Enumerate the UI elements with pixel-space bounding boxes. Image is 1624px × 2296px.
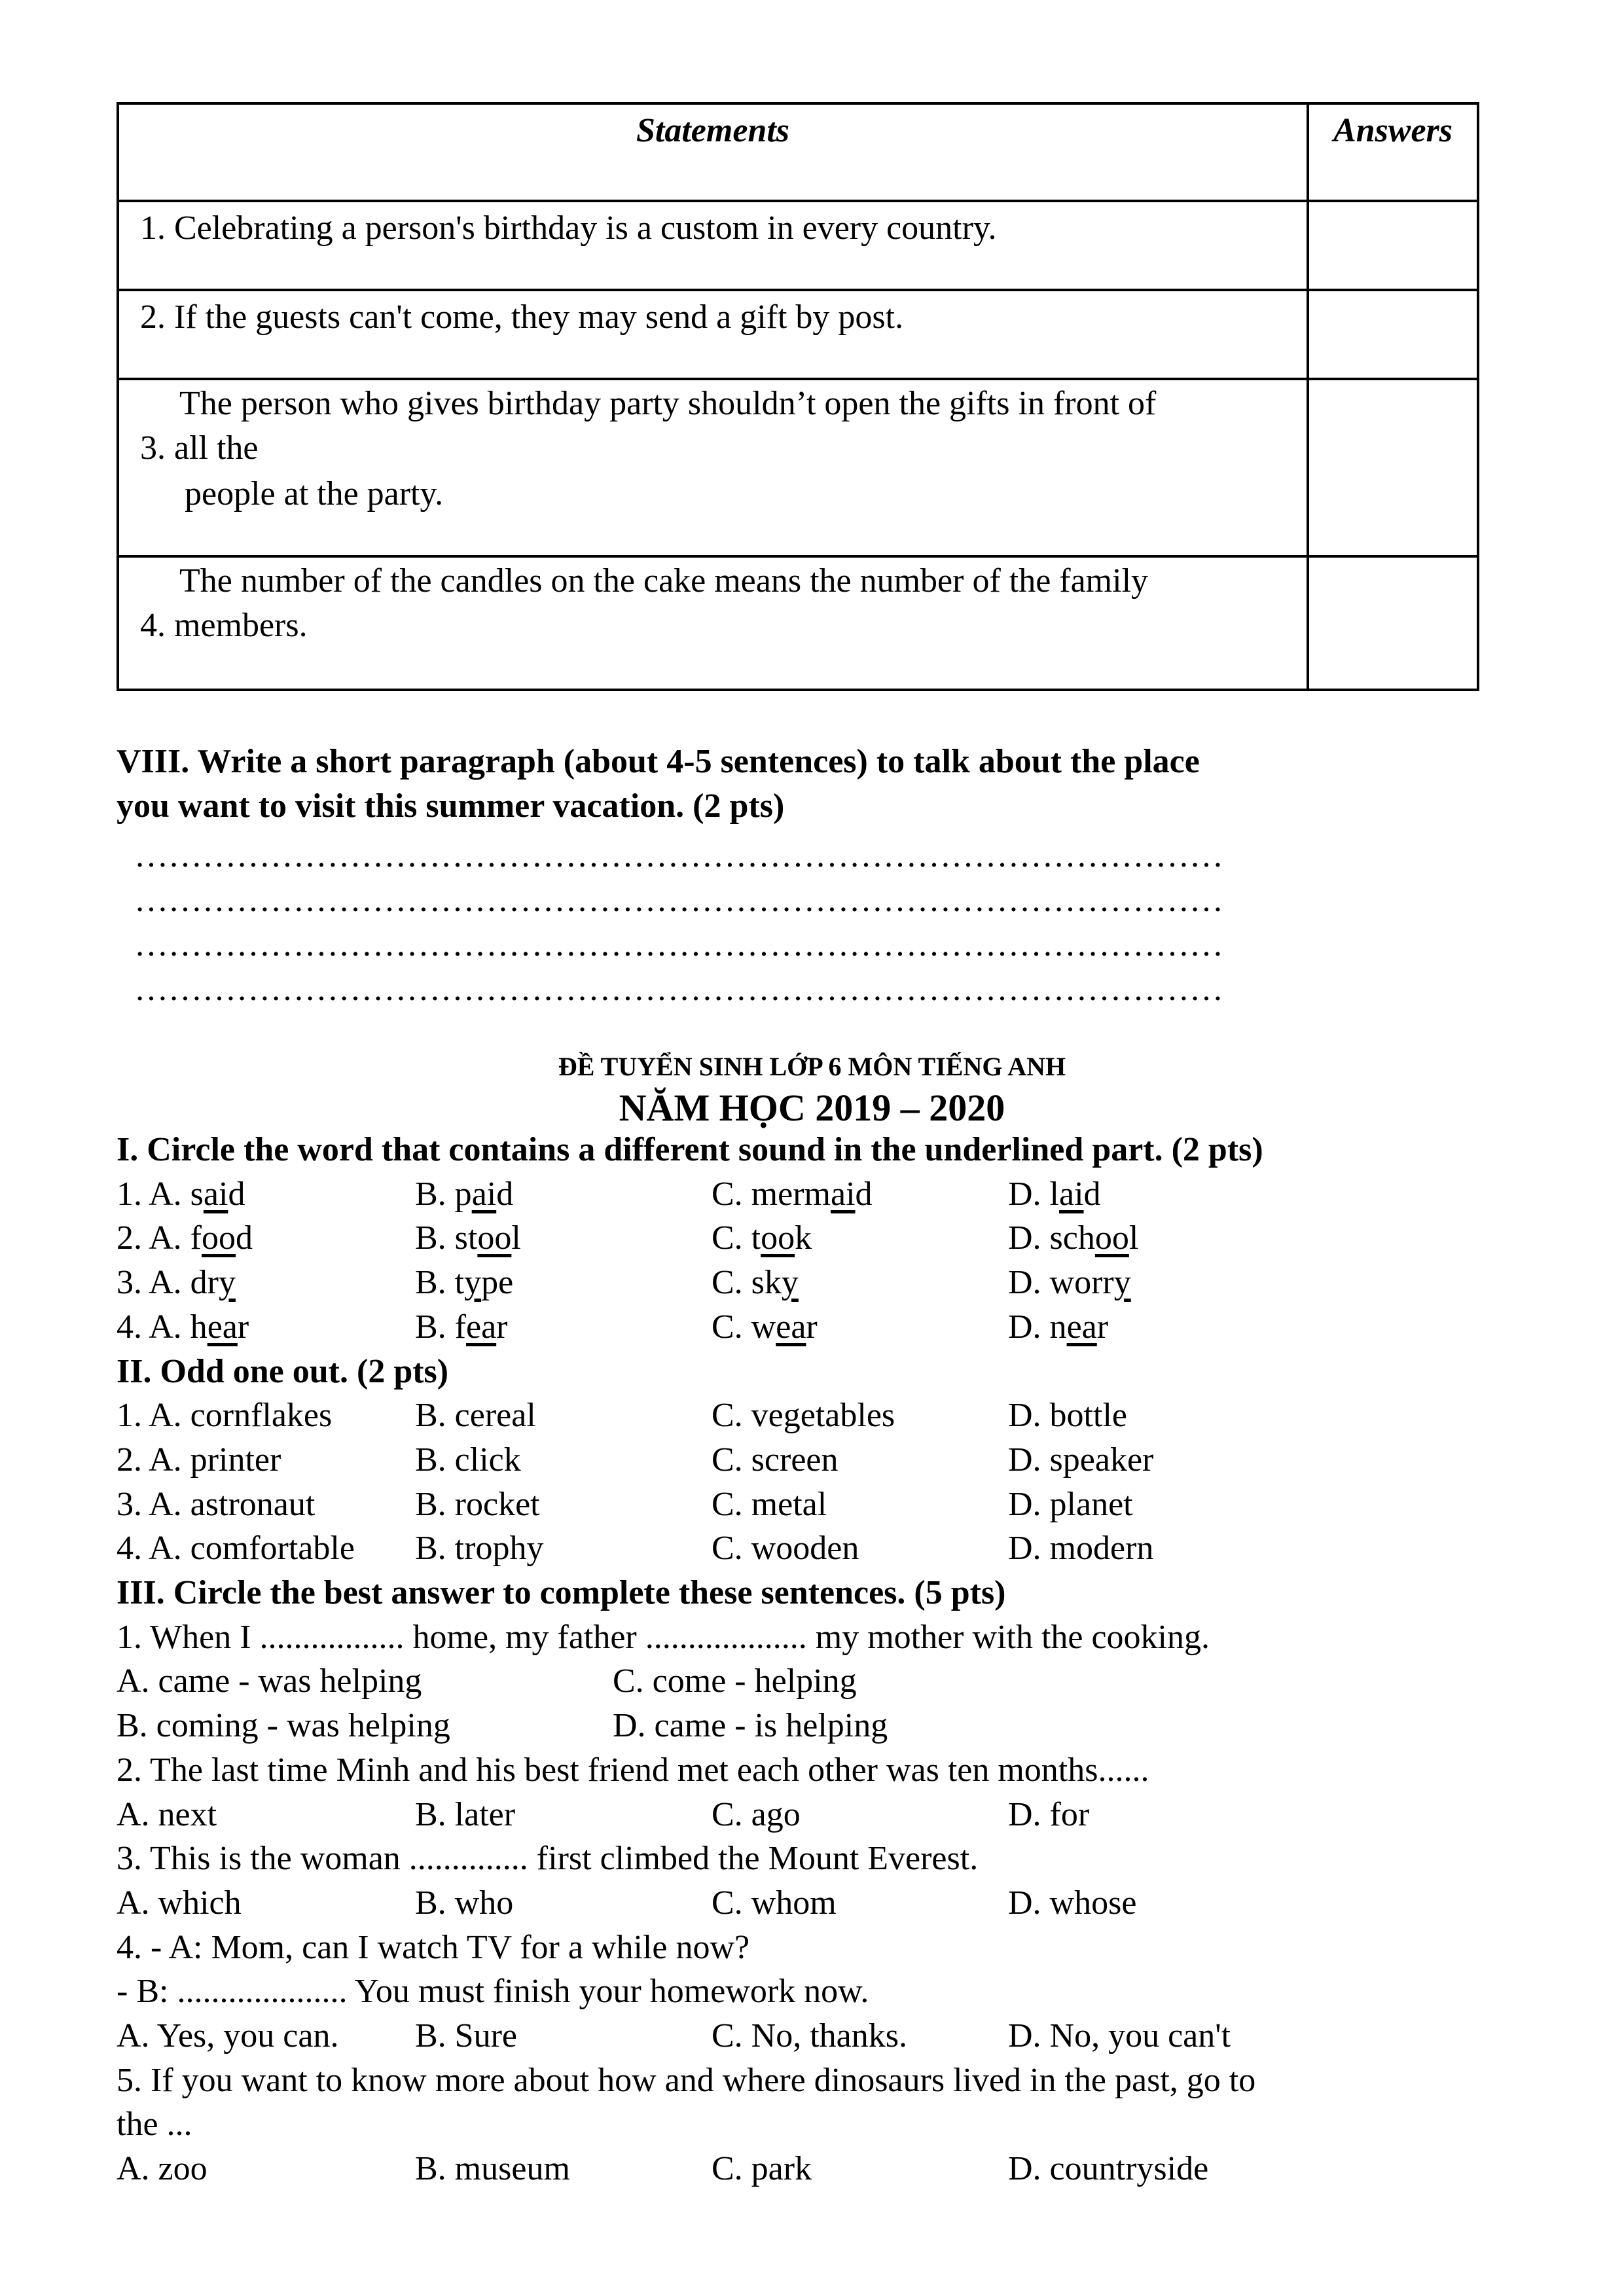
underlined-part: oo [761, 1219, 795, 1257]
option-text: A. came - was helping [117, 1662, 422, 1700]
option-text: k [795, 1219, 812, 1257]
option-text: B. cereal [415, 1397, 536, 1435]
option-text: D. countryside [1008, 2150, 1209, 2188]
question-text: 3. This is the woman .............. first climbed the Mount Everest. [117, 1840, 979, 1878]
answer-line-4[interactable]: …………………………………………………………………………………… [134, 971, 1223, 1008]
option-text: d [1083, 1175, 1101, 1213]
answer-option[interactable] [1008, 2152, 1208, 2186]
question-text: 4. - A: Mom, can I watch TV for a while now? [117, 1928, 750, 1966]
option-text: 3. A. astronaut [117, 1485, 316, 1523]
answer-option[interactable] [712, 1443, 838, 1477]
option-text: A. next [117, 1795, 217, 1833]
answer-option[interactable] [712, 1485, 827, 1523]
answer-line-2[interactable]: …………………………………………………………………………………… [134, 882, 1223, 919]
answer-option[interactable] [117, 1266, 236, 1300]
answer-option[interactable] [117, 2152, 208, 2186]
option-text: B. click [415, 1441, 521, 1479]
answer-option[interactable] [1008, 1485, 1133, 1523]
statement-1: 1. Celebrating a person's birthday is a custom in every country. [140, 209, 997, 247]
option-text: B. st [415, 1219, 478, 1257]
answer-option[interactable] [1008, 1532, 1153, 1566]
answer-option[interactable] [117, 1886, 242, 1920]
option-text: C. w [712, 1308, 776, 1346]
answer-option[interactable] [117, 1532, 355, 1566]
answer-option[interactable] [117, 1443, 281, 1477]
answer-cell-3[interactable] [1308, 379, 1478, 556]
option-text: D. whose [1008, 1884, 1137, 1922]
statement-4-line-2: 4. members. [140, 607, 308, 644]
answer-option[interactable] [117, 1664, 422, 1698]
option-text: A. Yes, you can. [117, 2017, 339, 2054]
option-text: C. merm [712, 1175, 831, 1213]
answer-option[interactable] [712, 2152, 812, 2186]
answer-option[interactable] [117, 1795, 217, 1833]
underlined-part: oo [477, 1219, 512, 1257]
option-text: A. zoo [117, 2150, 208, 2188]
exam-header: ĐỀ TUYỂN SINH LỚP 6 MÔN TIẾNG ANH [558, 1052, 1066, 1081]
question-text: 1. When I ................. home, my father ................... my mother with the cooking. [117, 1618, 1210, 1656]
answer-option[interactable] [613, 1664, 857, 1698]
option-text: B. later [415, 1795, 516, 1833]
underlined-part: y [219, 1264, 236, 1302]
answer-option[interactable] [117, 1177, 245, 1211]
answer-option[interactable] [415, 2152, 570, 2186]
option-text: C. ago [712, 1795, 801, 1833]
answer-option[interactable] [1008, 1795, 1090, 1833]
answer-option[interactable] [712, 1532, 859, 1566]
option-text: B. rocket [415, 1485, 540, 1523]
question-text: 5. If you want to know more about how and where dinosaurs lived in the past, go to [117, 2061, 1256, 2099]
answer-option[interactable] [415, 1399, 536, 1433]
answer-option[interactable] [117, 2019, 338, 2053]
option-text: D. bottle [1008, 1397, 1127, 1435]
answer-option[interactable] [415, 1485, 540, 1523]
option-text: D. speaker [1008, 1441, 1154, 1479]
underlined-part: ai [471, 1175, 497, 1213]
question-text: 2. The last time Minh and his best friend met each other was ten months...... [117, 1751, 1149, 1789]
option-text: D. sch [1008, 1219, 1095, 1257]
option-text: D. planet [1008, 1485, 1133, 1523]
option-text: B. museum [415, 2150, 570, 2188]
option-text: r [1096, 1308, 1109, 1346]
statement-2: 2. If the guests can't come, they may send a gift by post. [140, 298, 904, 336]
option-text: C. metal [712, 1485, 827, 1523]
section-heading: II. Odd one out. (2 pts) [117, 1352, 449, 1390]
underlined-part: ea [776, 1308, 806, 1346]
option-text: C. come - helping [613, 1662, 857, 1700]
underlined-part: ea [1066, 1308, 1097, 1346]
answer-option[interactable] [415, 1266, 513, 1300]
answer-option[interactable] [712, 1177, 873, 1211]
exam-year: NĂM HỌC 2019 – 2020 [619, 1086, 1005, 1129]
option-text: d [496, 1175, 514, 1213]
section-heading: III. Circle the best answer to complete these sentences. (5 pts) [117, 1574, 1006, 1611]
option-text: 1. A. s [117, 1175, 204, 1213]
statements-table [117, 102, 1479, 691]
answer-option[interactable] [1008, 1886, 1136, 1920]
option-text: D. modern [1008, 1530, 1154, 1568]
option-text: pe [481, 1264, 514, 1302]
option-text: C. wooden [712, 1530, 859, 1568]
question-text: - B: .................... You must finish your homework now. [117, 1973, 869, 2011]
underlined-part: ai [1059, 1175, 1084, 1213]
underlined-part: ai [203, 1175, 228, 1213]
option-text: C. whom [712, 1884, 837, 1922]
answer-option[interactable] [117, 1221, 253, 1255]
option-text: 1. A. cornflakes [117, 1397, 333, 1435]
answer-option[interactable] [117, 1399, 332, 1433]
option-text: B. who [415, 1884, 514, 1922]
answer-option[interactable] [712, 2019, 907, 2053]
section-8-title-line-1: VIII. Write a short paragraph (about 4-5 sentences) to talk about the place [117, 743, 1200, 780]
underlined-part: ea [466, 1308, 497, 1346]
underlined-part: y [781, 1264, 799, 1302]
answer-line-3[interactable]: …………………………………………………………………………………… [134, 926, 1223, 963]
answer-cell-4[interactable] [1308, 556, 1478, 690]
option-text: C. screen [712, 1441, 839, 1479]
underlined-part: y [1113, 1264, 1131, 1302]
answer-option[interactable] [415, 1310, 508, 1344]
option-text: A. which [117, 1884, 242, 1922]
answer-option[interactable] [1008, 1266, 1131, 1300]
option-text: 3. A. dr [117, 1264, 219, 1302]
option-text: B. f [415, 1308, 466, 1346]
answer-line-1[interactable]: …………………………………………………………………………………… [134, 837, 1223, 874]
option-text: l [511, 1219, 521, 1257]
answer-option[interactable] [1008, 2019, 1231, 2053]
option-text: B. coming - was helping [117, 1707, 450, 1745]
underlined-part: ai [830, 1175, 856, 1213]
option-text: d [236, 1219, 253, 1257]
option-text: C. t [712, 1219, 761, 1257]
statement-3-line-3: people at the party. [185, 475, 444, 512]
answer-option[interactable] [415, 1532, 543, 1566]
option-text: r [237, 1308, 249, 1346]
answer-cell-1[interactable] [1308, 201, 1478, 290]
answer-option[interactable] [712, 1886, 837, 1920]
answer-option[interactable] [1008, 1221, 1138, 1255]
option-text: D. for [1008, 1795, 1090, 1833]
underlined-part: y [464, 1264, 482, 1302]
option-text: 4. A. comfortable [117, 1530, 355, 1568]
statement-4-line-1: The number of the candles on the cake means the number of the family [179, 562, 1149, 600]
answer-option[interactable] [415, 1177, 513, 1211]
answer-option[interactable] [117, 1709, 450, 1743]
section-heading: I. Circle the word that contains a different sound in the underlined part. (2 pts) [117, 1131, 1263, 1168]
option-text: d [855, 1175, 873, 1213]
option-text: C. No, thanks. [712, 2017, 907, 2054]
option-text: B. t [415, 1264, 465, 1302]
answer-option[interactable] [712, 1399, 895, 1433]
section-8-title-line-2: you want to visit this summer vacation. (2 pts) [117, 787, 785, 825]
option-text: 2. A. printer [117, 1441, 281, 1479]
option-text: l [1128, 1219, 1139, 1257]
underlined-part: oo [202, 1219, 236, 1257]
option-text: D. No, you can't [1008, 2017, 1231, 2054]
statement-3-line-1: The person who gives birthday party shouldn’t open the gifts in front of [179, 385, 1157, 422]
answer-option[interactable] [415, 2019, 517, 2053]
answer-option[interactable] [117, 1310, 249, 1344]
answer-option[interactable] [712, 1221, 812, 1255]
option-text: d [228, 1175, 245, 1213]
option-text: 4. A. h [117, 1308, 208, 1346]
option-text: B. trophy [415, 1530, 544, 1568]
option-text: 2. A. f [117, 1219, 202, 1257]
option-text: D. worr [1008, 1264, 1114, 1302]
option-text: D. l [1008, 1175, 1059, 1213]
option-text: r [496, 1308, 508, 1346]
answer-option[interactable] [613, 1709, 888, 1743]
answer-option[interactable] [1008, 1310, 1108, 1344]
option-text: r [806, 1308, 818, 1346]
option-text: B. p [415, 1175, 472, 1213]
option-text: B. Sure [415, 2017, 517, 2054]
option-text: C. vegetables [712, 1397, 895, 1435]
answer-option[interactable] [117, 1485, 316, 1523]
answer-option[interactable] [415, 1795, 516, 1833]
option-text: D. came - is helping [613, 1707, 888, 1745]
answer-option[interactable] [1008, 1443, 1153, 1477]
answer-cell-2[interactable] [1308, 290, 1478, 379]
option-text: C. sk [712, 1264, 782, 1302]
underlined-part: ea [207, 1308, 238, 1346]
answer-option[interactable] [415, 1886, 513, 1920]
answer-option[interactable] [712, 1310, 818, 1344]
answer-option[interactable] [712, 1795, 801, 1833]
option-text: C. park [712, 2150, 812, 2188]
answer-option[interactable] [415, 1221, 521, 1255]
question-text: the ... [117, 2106, 192, 2144]
statement-3-line-2: 3. all the [140, 429, 259, 467]
answer-option[interactable] [1008, 1399, 1127, 1433]
answer-option[interactable] [1008, 1177, 1101, 1211]
statements-header: Statements [118, 103, 1308, 201]
answers-header: Answers [1308, 103, 1478, 201]
option-text: D. n [1008, 1308, 1067, 1346]
answer-option[interactable] [712, 1266, 799, 1300]
underlined-part: oo [1094, 1219, 1129, 1257]
answer-option[interactable] [415, 1443, 521, 1477]
